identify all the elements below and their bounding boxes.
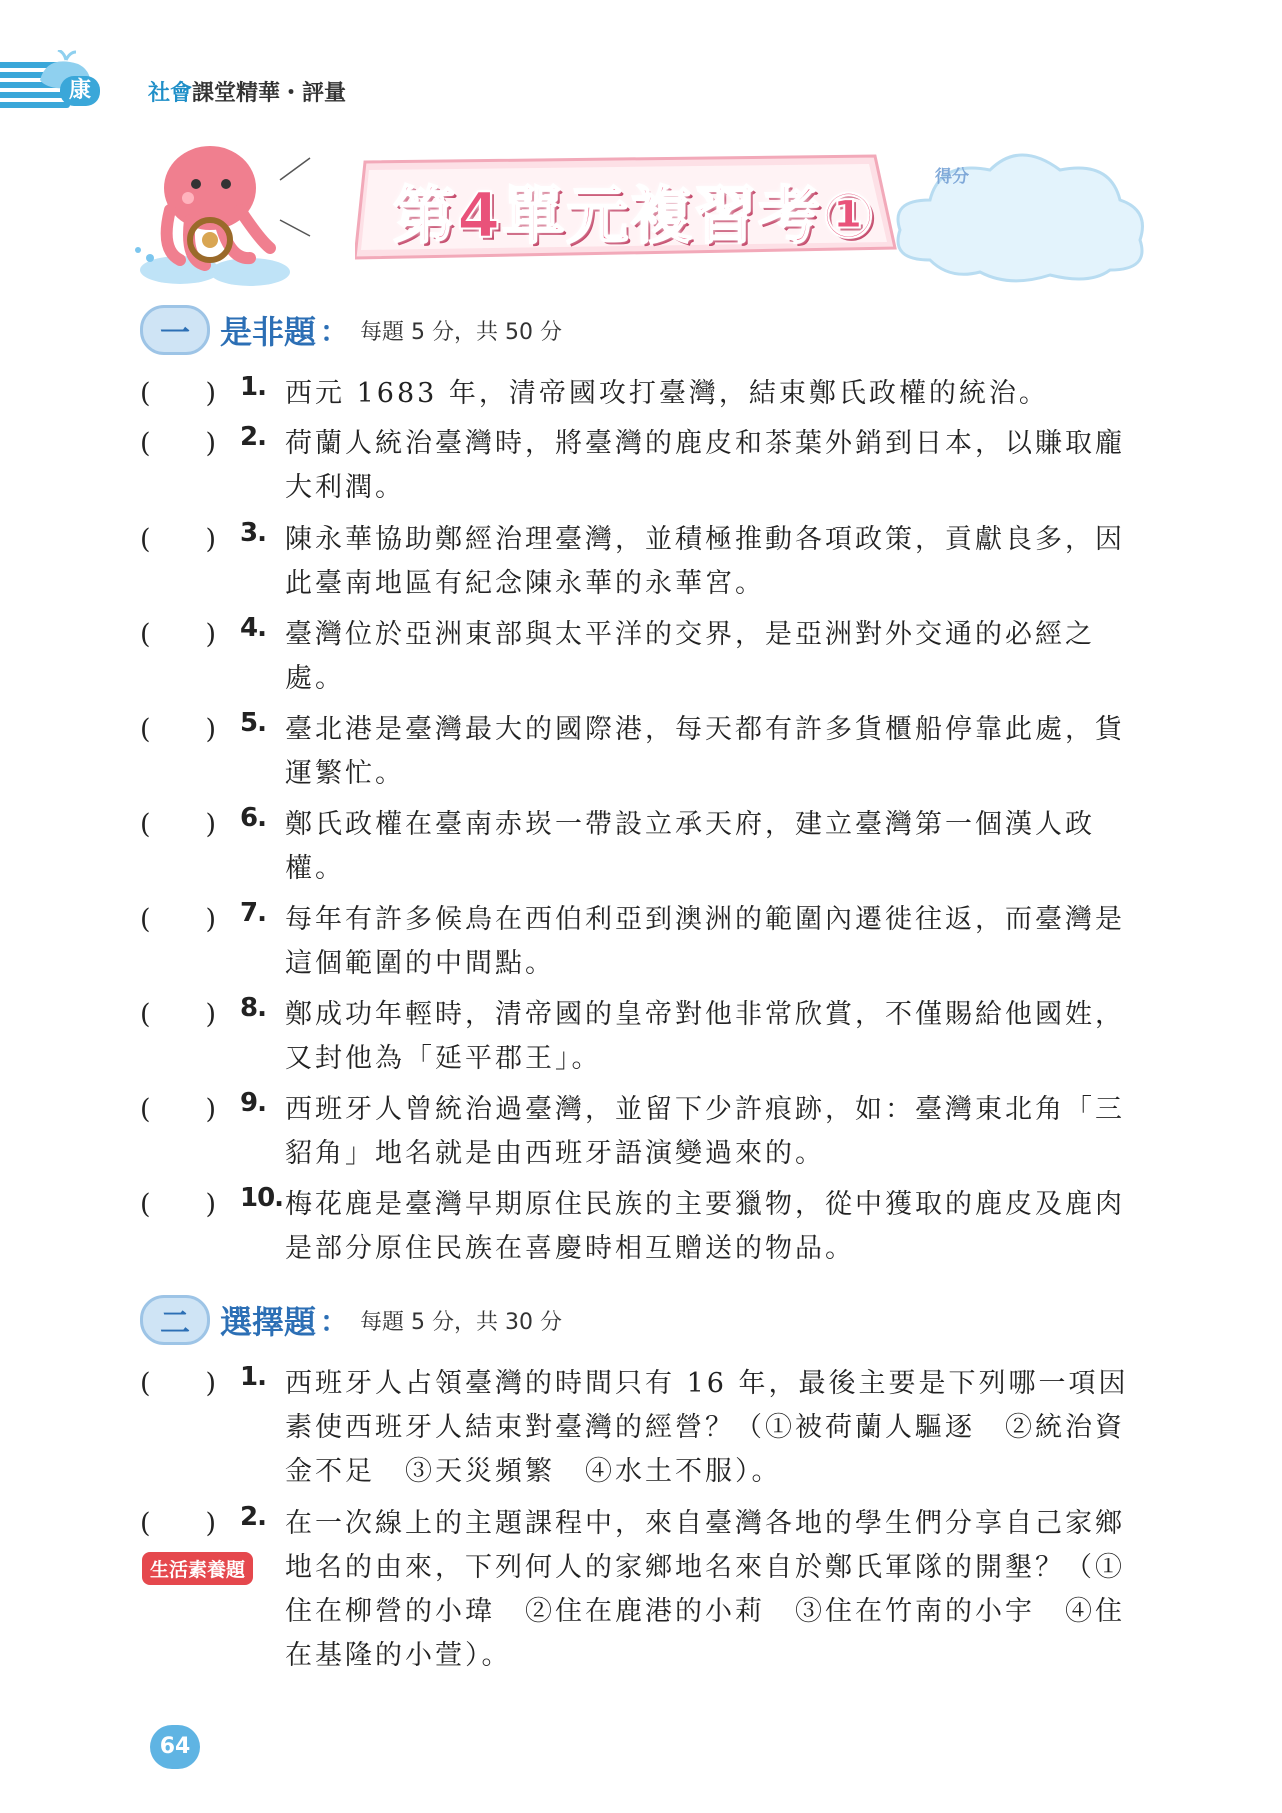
question-number: 2.: [240, 422, 266, 452]
answer-blank[interactable]: ( ): [140, 999, 220, 1030]
brand-badge: 康: [60, 76, 100, 106]
section-1-colon: ：: [320, 315, 349, 348]
section-2-number: 二: [160, 1306, 190, 1341]
question-text: 臺灣位於亞洲東部與太平洋的交界，是亞洲對外交通的必經之處。: [285, 619, 1095, 694]
tf-question-7: [140, 898, 1140, 986]
section-2-title: 選擇題: [220, 1303, 317, 1341]
answer-blank[interactable]: ( ): [140, 378, 220, 409]
question-number: 1.: [240, 372, 266, 402]
answer-blank[interactable]: ( ): [140, 1508, 220, 1539]
question-text: 在一次線上的主題課程中，來自臺灣各地的學生們分享自己家鄉地名的由來，下列何人的家鄉地名來自於鄭氏軍隊的開墾？（①住在柳營的小瑋 ②住在鹿港的小莉 ③住在竹南的小宇 ④住在基隆的小萱）。: [285, 1508, 1125, 1671]
question-text: 陳永華協助鄭經治理臺灣，並積極推動各項政策，貢獻良多，因此臺南地區有紀念陳永華的永華宮。: [285, 524, 1125, 599]
tf-question-8: [140, 993, 1140, 1081]
subject-label: 社會: [148, 81, 193, 106]
question-text: 臺北港是臺灣最大的國際港，每天都有許多貨櫃船停靠此處，貨運繁忙。: [285, 714, 1125, 789]
question-text: 鄭氏政權在臺南赤崁一帶設立承天府，建立臺灣第一個漢人政權。: [285, 809, 1095, 884]
answer-blank[interactable]: ( ): [140, 1368, 220, 1399]
question-text: 荷蘭人統治臺灣時，將臺灣的鹿皮和茶葉外銷到日本，以賺取龐大利潤。: [285, 428, 1125, 503]
answer-blank[interactable]: ( ): [140, 524, 220, 555]
tf-question-4: [140, 613, 1140, 701]
answer-blank[interactable]: ( ): [140, 1094, 220, 1125]
answer-blank[interactable]: ( ): [140, 428, 220, 459]
page-number: 64: [150, 1725, 200, 1769]
section-2-colon: ：: [320, 1305, 349, 1338]
answer-blank[interactable]: ( ): [140, 714, 220, 745]
question-text: 鄭成功年輕時，清帝國的皇帝對他非常欣賞，不僅賜給他國姓，又封他為「延平郡王」。: [285, 999, 1125, 1074]
mc-question-1: [140, 1362, 1140, 1494]
tf-question-1: [140, 372, 1140, 416]
section-2-badge: [140, 1295, 210, 1345]
tf-question-3: [140, 518, 1140, 606]
tf-question-9: [140, 1088, 1140, 1176]
answer-blank[interactable]: ( ): [140, 809, 220, 840]
mc-question-2: [140, 1502, 1140, 1678]
question-number: 10.: [240, 1183, 284, 1213]
question-text: 西元 1683 年，清帝國攻打臺灣，結束鄭氏政權的統治。: [285, 378, 1049, 409]
question-number: 1.: [240, 1362, 266, 1392]
question-number: 9.: [240, 1088, 266, 1118]
answer-blank[interactable]: ( ): [140, 1189, 220, 1220]
section-1-number: 一: [160, 316, 190, 351]
score-cloud: [890, 140, 1150, 290]
tf-question-10: [140, 1183, 1140, 1271]
octopus-mascot-icon: [130, 140, 370, 290]
section-2-score: 每題 5 分，共 30 分: [360, 1309, 562, 1335]
question-text: 西班牙人曾統治過臺灣，並留下少許痕跡，如：臺灣東北角「三貂角」地名就是由西班牙語演變過來的。: [285, 1094, 1125, 1169]
question-number: 3.: [240, 518, 266, 548]
tf-question-5: [140, 708, 1140, 796]
running-header: [148, 76, 346, 107]
question-number: 2.: [240, 1502, 266, 1532]
question-text: 西班牙人占領臺灣的時間只有 16 年，最後主要是下列哪一項因素使西班牙人結束對臺灣的經營？（①被荷蘭人驅逐 ②統治資金不足 ③天災頻繁 ④水土不服）。: [285, 1368, 1129, 1487]
section-1-badge: [140, 305, 210, 355]
section-1-heading: [140, 302, 562, 358]
unit-review-title: 第4單元複習考①: [393, 179, 877, 252]
question-text: 每年有許多候鳥在西伯利亞到澳洲的範圍內遷徙往返，而臺灣是這個範圍的中間點。: [285, 904, 1125, 979]
answer-blank[interactable]: ( ): [140, 904, 220, 935]
question-number: 8.: [240, 993, 266, 1023]
answer-blank[interactable]: ( ): [140, 619, 220, 650]
book-title: 課堂精華・評量: [192, 81, 347, 106]
score-label: 得分: [935, 167, 969, 187]
question-text: 梅花鹿是臺灣早期原住民族的主要獵物，從中獲取的鹿皮及鹿肉是部分原住民族在喜慶時相互贈送的物品。: [285, 1189, 1125, 1264]
question-number: 7.: [240, 898, 266, 928]
life-literacy-tag: 生活素養題: [142, 1552, 253, 1585]
question-number: 5.: [240, 708, 266, 738]
question-number: 4.: [240, 613, 266, 643]
tf-question-6: [140, 803, 1140, 891]
section-2-heading: [140, 1292, 562, 1348]
question-number: 6.: [240, 803, 266, 833]
section-1-title: 是非題: [220, 313, 317, 351]
tf-question-2: [140, 422, 1140, 510]
section-1-score: 每題 5 分，共 50 分: [360, 319, 562, 345]
